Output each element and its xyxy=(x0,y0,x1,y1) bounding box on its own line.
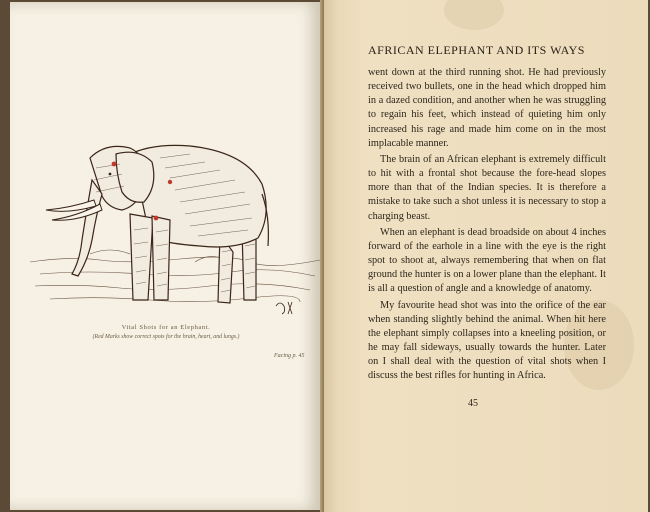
vital-mark-brain xyxy=(112,162,117,167)
illustration-caption-title: Vital Shots for an Elephant. xyxy=(121,324,211,331)
artist-monogram xyxy=(276,302,292,314)
paragraph: My favourite head shot was into the orifice of the ear when standing slightly behind the animal. When hit here the elephant simply collapses into a kneeling position, or he may fall sideways, usually towards the hunter. Later on I shall deal with the question of vital shots when I discuss the best rifles for hunting in Africa. xyxy=(368,299,606,382)
left-page xyxy=(10,2,322,510)
facing-page-reference: Facing p. 45 xyxy=(274,353,305,359)
illustration-caption-note: (Red Marks show correct spots for the brain, heart, and lungs.) xyxy=(92,334,240,340)
paragraph: The brain of an African elephant is extremely difficult to hit with a frontal shot because the fore-head slopes more than that of the Indian species. It is therefore a mistake to take such a shot unless it is necessary to stop a charging beast. xyxy=(368,153,606,222)
vital-mark-lungs xyxy=(168,180,172,184)
paper-stain xyxy=(444,0,504,30)
vital-mark-heart xyxy=(154,216,159,221)
body-text xyxy=(368,66,606,385)
running-head: AFRICAN ELEPHANT AND ITS WAYS xyxy=(368,43,585,57)
paragraph: When an elephant is dead broadside on about 4 inches forward of the earhole in a line with the eye is the right spot to shoot at, always remembering that when on flat ground the hunter is on a lower plane than the elephant. It is all a question of angle and a knowledge of anatomy. xyxy=(368,226,606,295)
elephant-illustration xyxy=(30,134,320,334)
page-number: 45 xyxy=(468,398,478,409)
paragraph: went down at the third running shot. He had previously received two bullets, one in the head which dropped him in a dazed condition, and another when he was struggling to regain his feet, which instead of quieting him only increased his rage and made him come on in the most implacable manner. xyxy=(368,67,606,149)
